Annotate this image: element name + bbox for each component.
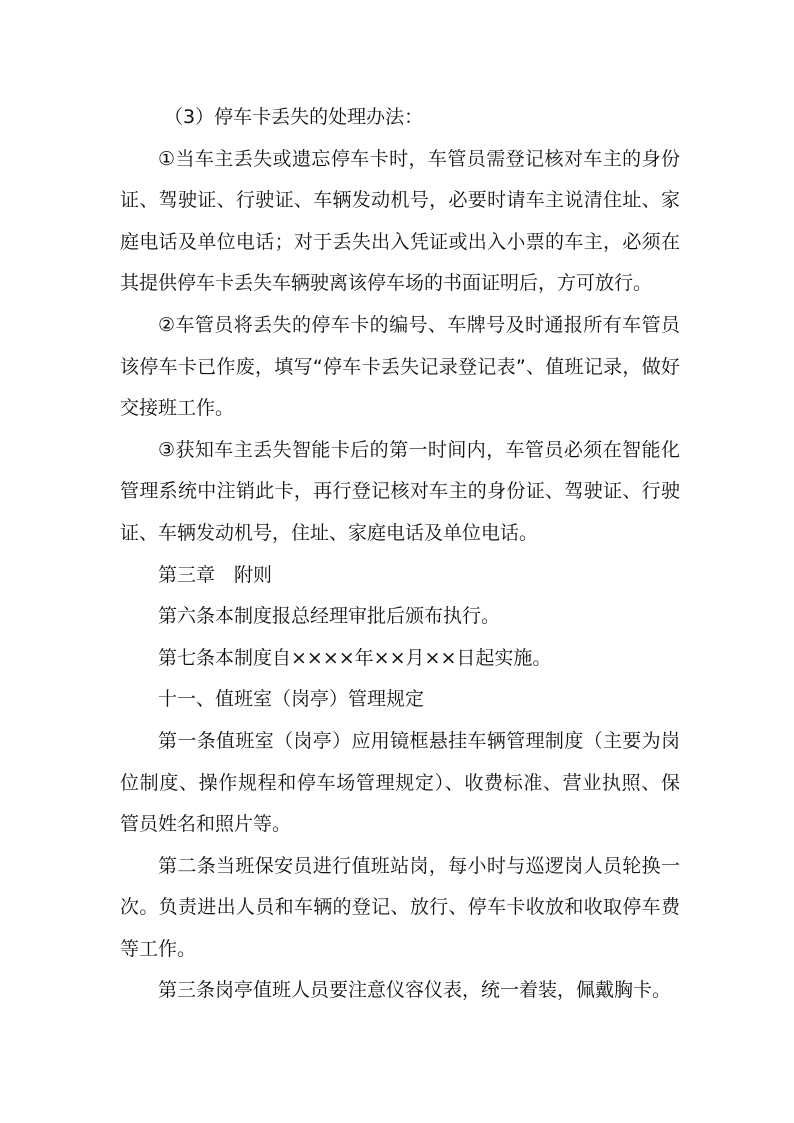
duty-room-article-1: 第一条值班室（岗亭）应用镜框悬挂车辆管理制度（主要为岗位制度、操作规程和停车场管理规定）、收费标准、营业执照、保管员姓名和照片等。 <box>120 729 680 836</box>
duty-room-article-3: 第三条岗亭值班人员要注意仪容仪表，统一着装，佩戴胸卡。 <box>158 979 672 1002</box>
article-7: 第七条本制度自××××年××月××日起实施。 <box>158 646 552 669</box>
section-heading-lost-card: （3）停车卡丢失的处理办法： <box>164 106 424 128</box>
document-body <box>120 97 680 1012</box>
paragraph-lost-card-step-3: ③获知车主丢失智能卡后的第一时间内，车管员必须在智能化管理系统中注销此卡，再行登记核对车主的身份证、驾驶证、行驶证、车辆发动机号，住址、家庭电话及单位电话。 <box>120 438 680 544</box>
chapter-heading-appendix: 第三章 附则 <box>158 563 273 586</box>
paragraph-lost-card-step-2: ②车管员将丢失的停车卡的编号、车牌号及时通报所有车管员该停车卡已作废，填写“停车卡丢失记录登记表”、值班记录，做好交接班工作。 <box>120 313 680 420</box>
duty-room-article-2: 第二条当班保安员进行值班站岗，每小时与巡逻岗人员轮换一次。负责进出人员和车辆的登记、放行、停车卡收放和收取停车费等工作。 <box>120 854 680 960</box>
article-6: 第六条本制度报总经理审批后颁布执行。 <box>158 605 501 628</box>
section-heading-duty-room: 十一、值班室（岗亭）管理规定 <box>158 688 425 711</box>
paragraph-lost-card-step-1: ①当车主丢失或遗忘停车卡时，车管员需登记核对车主的身份证、驾驶证、行驶证、车辆发动机号，必要时请车主说清住址、家庭电话及单位电话；对于丢失出入凭证或出入小票的车主，必须在其提供停车卡丢失车辆驶离该停车场的书面证明后，方可放行。 <box>120 147 680 295</box>
